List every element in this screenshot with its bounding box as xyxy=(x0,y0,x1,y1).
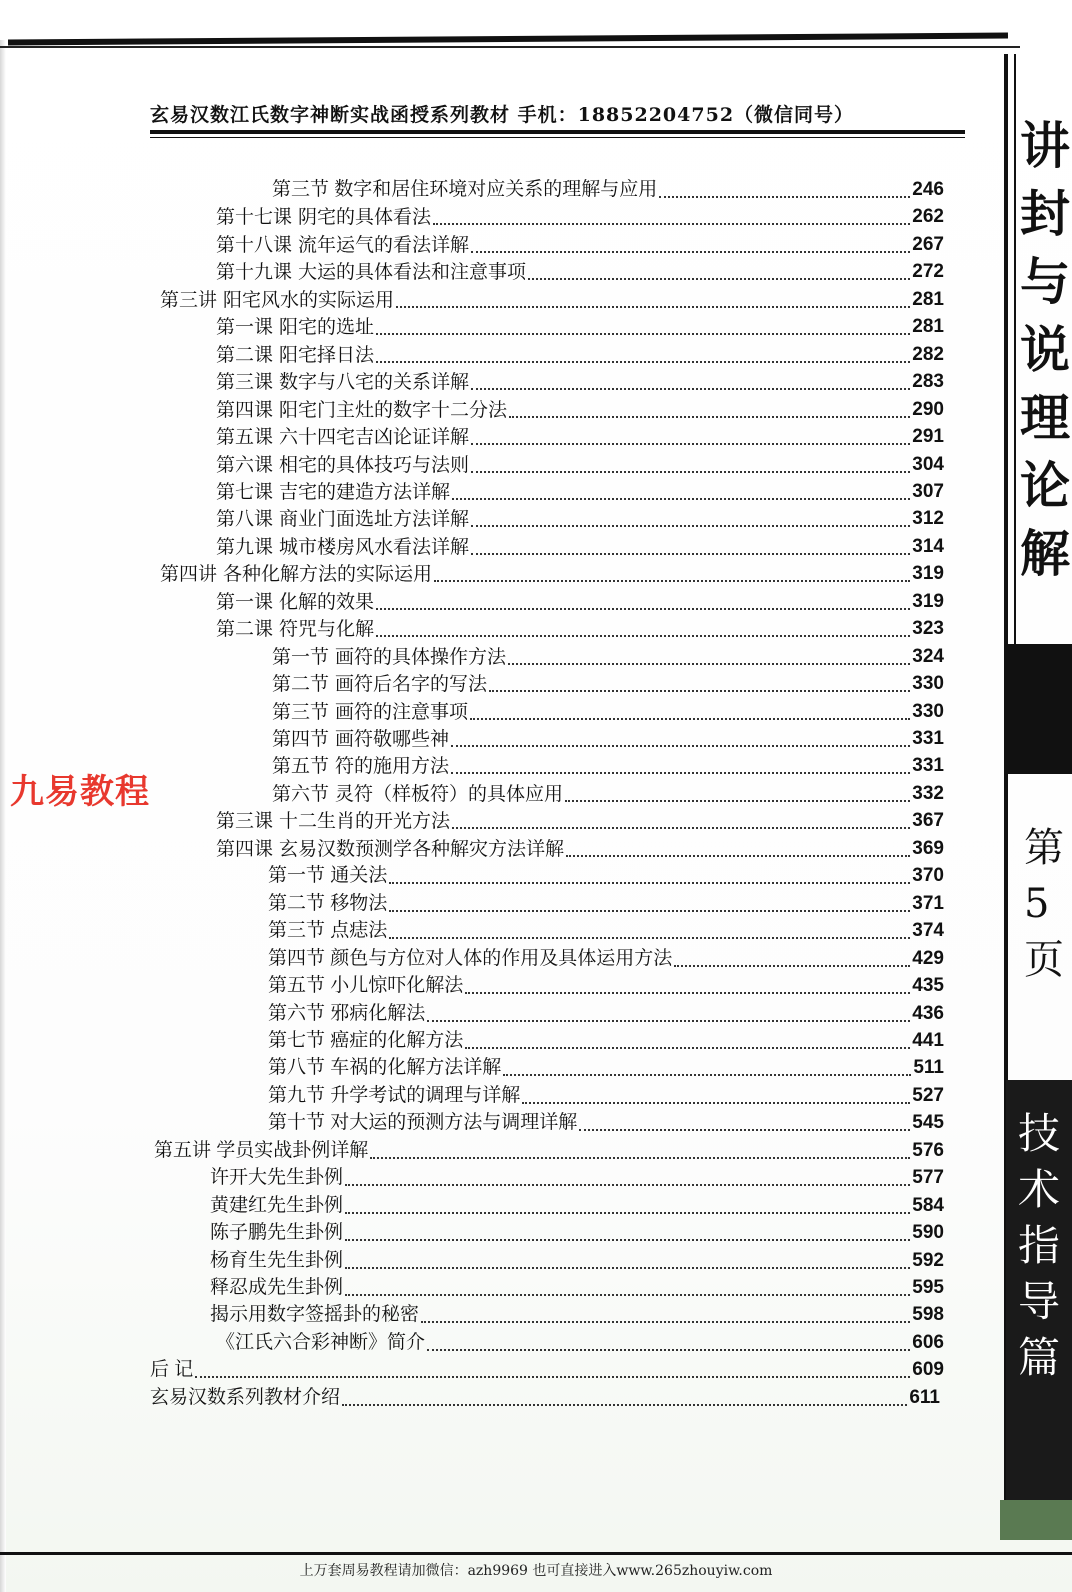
toc-leader-dots xyxy=(345,1164,910,1186)
toc-entry-page: 435 xyxy=(912,975,944,996)
toc-entry-title: 第五课 六十四宅吉凶论证详解 xyxy=(216,426,470,448)
toc-leader-dots xyxy=(389,917,910,939)
toc-entry-title: 第十七课 阴宅的具体看法 xyxy=(216,206,432,228)
toc-entry-page: 319 xyxy=(912,591,944,612)
toc-entry-title: 第八节 车祸的化解方法详解 xyxy=(268,1057,502,1078)
toc-entry-title: 第三课 数字与八宅的关系详解 xyxy=(216,371,470,393)
toc-entry-title: 第八课 商业门面选址方法详解 xyxy=(216,508,470,530)
cover-strip-char: 页 xyxy=(1024,937,1064,983)
toc-leader-dots xyxy=(674,945,910,967)
toc-entry-title: 第六课 相宅的具体技巧与法则 xyxy=(216,454,470,476)
toc-entry xyxy=(268,1082,944,1108)
running-header: 玄易汉数江氏数字神断实战函授系列教材 手机：18852204752（微信同号） xyxy=(150,104,855,126)
toc-entry-page: 527 xyxy=(912,1085,944,1106)
toc-entry-page: 595 xyxy=(912,1277,944,1298)
cover-strip-char: 篇 xyxy=(1018,1333,1061,1382)
toc-entry-page: 584 xyxy=(912,1195,944,1216)
toc-entry xyxy=(216,588,944,614)
toc-leader-dots xyxy=(452,807,910,829)
toc-entry-title: 第二节 画符后名字的写法 xyxy=(272,673,488,695)
toc-entry-page: 324 xyxy=(912,646,944,667)
toc-entry-page: 592 xyxy=(912,1250,944,1271)
toc-entry-title: 第四讲 各种化解方法的实际运用 xyxy=(160,563,433,585)
toc-entry xyxy=(268,890,944,916)
toc-entry xyxy=(216,505,944,531)
toc-entry xyxy=(216,313,944,339)
toc-leader-dots xyxy=(565,780,910,802)
toc-entry-page: 436 xyxy=(912,1003,944,1024)
top-rule xyxy=(8,33,1008,46)
toc-entry-title: 第五节 小儿惊吓化解法 xyxy=(268,975,464,996)
toc-entry-title: 第十九课 大运的具体看法和注意事项 xyxy=(216,261,527,283)
toc-entry-page: 283 xyxy=(912,371,944,392)
toc-entry xyxy=(216,368,944,394)
toc-leader-dots xyxy=(471,231,910,253)
cover-strip-frame-inner xyxy=(1014,54,1016,644)
toc-entry xyxy=(272,670,944,696)
top-rule-thin xyxy=(0,46,1020,48)
toc-entry-title: 第七节 癌症的化解方法 xyxy=(268,1030,464,1051)
toc-leader-dots xyxy=(345,1219,910,1241)
cover-strip-char: 第 xyxy=(1024,825,1064,871)
page-left-edge xyxy=(0,40,6,1592)
toc-leader-dots xyxy=(396,286,910,308)
toc-leader-dots xyxy=(465,972,910,994)
toc-entry-page: 282 xyxy=(912,344,944,365)
toc-entry-page: 576 xyxy=(912,1140,944,1161)
toc-entry-title: 《江氏六合彩神断》简介 xyxy=(216,1332,426,1353)
toc-entry xyxy=(150,1384,940,1410)
toc-entry-page: 371 xyxy=(912,893,944,914)
cover-strip-char: 术 xyxy=(1018,1165,1061,1214)
toc-entry xyxy=(268,972,944,998)
toc-leader-dots xyxy=(389,862,910,884)
toc-entry-page: 307 xyxy=(912,481,944,502)
cover-strip-bottom-text xyxy=(1018,1106,1072,1386)
toc-entry xyxy=(268,1000,944,1026)
toc-leader-dots xyxy=(370,1137,910,1159)
toc-entry-title: 第四节 画符敬哪些神 xyxy=(272,728,450,750)
cover-strip-char: 解 xyxy=(1020,524,1070,583)
cover-strip-green-band xyxy=(1000,1500,1072,1540)
toc-leader-dots xyxy=(659,176,910,198)
toc-entry-page: 369 xyxy=(912,838,944,859)
toc-entry xyxy=(216,478,944,504)
toc-entry xyxy=(150,1356,944,1382)
toc-entry-title: 玄易汉数系列教材介绍 xyxy=(150,1387,341,1408)
toc-entry xyxy=(272,176,944,202)
toc-entry-page: 577 xyxy=(912,1167,944,1188)
toc-entry-title: 第三节 点痣法 xyxy=(268,920,388,941)
toc-leader-dots xyxy=(345,1274,910,1296)
cover-strip-char: 讲 xyxy=(1020,116,1070,175)
toc-entry-page: 281 xyxy=(912,289,944,310)
cover-strip-char: 说 xyxy=(1020,320,1070,379)
toc-entry xyxy=(272,698,944,724)
toc-entry xyxy=(210,1274,944,1300)
toc-entry-title: 第九课 城市楼房风水看法详解 xyxy=(216,536,470,558)
toc-entry xyxy=(216,423,944,449)
toc-entry-page: 611 xyxy=(909,1387,940,1408)
toc-entry-page: 545 xyxy=(912,1112,944,1133)
toc-entry-title: 第十节 对大运的预测方法与调理详解 xyxy=(268,1112,578,1133)
toc-entry-page: 331 xyxy=(912,755,944,776)
toc-entry-page: 609 xyxy=(912,1359,944,1380)
toc-entry-title: 第六节 邪病化解法 xyxy=(268,1003,426,1024)
cover-strip-char: 与 xyxy=(1020,252,1070,311)
toc-entry-page: 429 xyxy=(912,948,944,969)
toc-entry-title: 第二课 阳宅择日法 xyxy=(216,344,375,366)
toc-entry-page: 590 xyxy=(912,1222,944,1243)
footer-text: 上万套周易教程请加微信：azh9969 也可直接进入www.265zhouyiw.com xyxy=(299,1563,773,1579)
toc-leader-dots xyxy=(528,258,910,280)
toc-leader-dots xyxy=(465,1027,910,1049)
toc-entry xyxy=(216,396,944,422)
toc-leader-dots xyxy=(579,1109,910,1131)
toc-entry-title: 许开大先生卦例 xyxy=(210,1167,344,1188)
toc-entry-page: 272 xyxy=(912,261,944,282)
toc-leader-dots xyxy=(345,1247,910,1269)
toc-entry xyxy=(272,643,944,669)
toc-entry xyxy=(210,1301,944,1327)
toc-leader-dots xyxy=(451,725,910,747)
toc-entry xyxy=(160,286,944,312)
toc-leader-dots xyxy=(451,752,910,774)
toc-entry-page: 304 xyxy=(912,454,944,475)
toc-entry xyxy=(216,341,944,367)
toc-leader-dots xyxy=(471,423,910,445)
toc-entry-title: 黄建红先生卦例 xyxy=(210,1195,344,1216)
toc-entry-title: 第十八课 流年运气的看法详解 xyxy=(216,234,470,256)
toc-leader-dots xyxy=(427,1000,910,1022)
cover-strip-char: 论 xyxy=(1020,456,1070,515)
cover-strip-char: 导 xyxy=(1018,1277,1061,1326)
toc-entry xyxy=(216,807,944,833)
toc-entry-title: 第三节 数字和居住环境对应关系的理解与应用 xyxy=(272,179,658,200)
cover-strip-char: 技 xyxy=(1018,1109,1061,1158)
toc-entry-page: 511 xyxy=(913,1057,944,1078)
toc-entry-title: 第三节 画符的注意事项 xyxy=(272,701,469,723)
cover-strip-char: 理 xyxy=(1020,388,1070,447)
toc-entry xyxy=(154,1137,944,1163)
toc-entry-page: 281 xyxy=(912,316,944,337)
toc-entry-page: 374 xyxy=(912,920,944,941)
toc-entry xyxy=(268,1027,944,1053)
toc-entry-title: 第二课 符咒与化解 xyxy=(216,618,375,640)
cover-strip-char: 封 xyxy=(1020,184,1070,243)
toc-entry xyxy=(216,258,944,284)
toc-entry-title: 第六节 灵符（样板符）的具体应用 xyxy=(272,783,564,805)
toc-entry xyxy=(210,1247,944,1273)
toc-entry-title: 第二节 移物法 xyxy=(268,893,388,914)
toc-entry xyxy=(272,780,944,806)
toc-leader-dots xyxy=(389,890,910,912)
toc-entry-title: 第一课 化解的效果 xyxy=(216,591,375,613)
toc-entry-title: 释忍成先生卦例 xyxy=(210,1277,344,1298)
toc-leader-dots xyxy=(433,203,910,225)
toc-entry xyxy=(268,1109,944,1135)
toc-entry xyxy=(268,1054,944,1080)
toc-entry-page: 312 xyxy=(912,508,944,529)
toc-entry-page: 330 xyxy=(912,701,944,722)
footer-rule xyxy=(0,1552,1072,1555)
toc-leader-dots xyxy=(566,835,910,857)
toc-entry-title: 第七课 吉宅的建造方法详解 xyxy=(216,481,451,503)
toc-leader-dots xyxy=(345,1192,910,1214)
toc-entry-page: 331 xyxy=(912,728,944,749)
toc-entry-title: 第一课 阳宅的选址 xyxy=(216,316,375,338)
toc-entry xyxy=(216,1329,944,1355)
toc-entry-page: 262 xyxy=(912,206,944,227)
toc-leader-dots xyxy=(471,533,910,555)
toc-entry-title: 第五讲 学员实战卦例详解 xyxy=(154,1140,369,1161)
toc-entry-title: 杨育生先生卦例 xyxy=(210,1250,344,1271)
toc-entry xyxy=(272,752,944,778)
toc-leader-dots xyxy=(508,643,910,665)
toc-entry-title: 陈子鹏先生卦例 xyxy=(210,1222,344,1243)
toc-leader-dots xyxy=(342,1384,907,1406)
toc-leader-dots xyxy=(434,560,910,582)
header-rule-thin xyxy=(150,137,965,138)
toc-entry xyxy=(216,835,944,861)
toc-entry xyxy=(216,203,944,229)
toc-entry-title: 第一节 画符的具体操作方法 xyxy=(272,646,507,668)
toc-entry xyxy=(216,533,944,559)
toc-entry xyxy=(268,862,944,888)
toc-leader-dots xyxy=(471,368,910,390)
toc-entry xyxy=(216,615,944,641)
toc-entry-page: 314 xyxy=(912,536,944,557)
toc-entry-title: 第九节 升学考试的调理与详解 xyxy=(268,1085,521,1106)
toc-entry-page: 323 xyxy=(912,618,944,639)
watermark: 九易教程 xyxy=(10,772,150,812)
toc-entry-title: 第四课 阳宅门主灶的数字十二分法 xyxy=(216,399,508,421)
toc-entry-title: 第四节 颜色与方位对人体的作用及具体运用方法 xyxy=(268,948,673,969)
cover-strip-top-text xyxy=(1020,112,1072,588)
toc-entry-page: 332 xyxy=(912,783,944,804)
toc-leader-dots xyxy=(522,1082,910,1104)
toc-entry xyxy=(272,725,944,751)
toc-entry xyxy=(160,560,944,586)
toc-entry-title: 第四课 玄易汉数预测学各种解灾方法详解 xyxy=(216,838,565,860)
toc-leader-dots xyxy=(376,588,910,610)
toc-entry xyxy=(210,1164,944,1190)
toc-leader-dots xyxy=(376,615,910,637)
toc-leader-dots xyxy=(195,1356,910,1378)
toc-leader-dots xyxy=(471,451,910,473)
toc-leader-dots xyxy=(489,670,910,692)
toc-entry xyxy=(268,917,944,943)
toc-entry-page: 330 xyxy=(912,673,944,694)
toc-leader-dots xyxy=(427,1329,910,1351)
toc-entry-page: 370 xyxy=(912,865,944,886)
toc-leader-dots xyxy=(452,478,910,500)
toc-entry-title: 后 记 xyxy=(150,1359,194,1380)
toc-entry-title: 揭示用数字签摇卦的秘密 xyxy=(210,1304,420,1325)
toc-entry xyxy=(210,1192,944,1218)
toc-entry-page: 319 xyxy=(912,563,944,584)
toc-entry-page: 291 xyxy=(912,426,944,447)
toc-leader-dots xyxy=(503,1054,911,1076)
toc-entry xyxy=(216,231,944,257)
toc-leader-dots xyxy=(376,341,910,363)
toc-leader-dots xyxy=(471,505,910,527)
cover-strip-char: 5 xyxy=(1024,881,1050,927)
toc-leader-dots xyxy=(509,396,910,418)
cover-strip-dark-band xyxy=(1006,644,1072,774)
toc-entry-page: 246 xyxy=(912,179,944,200)
toc-entry-page: 598 xyxy=(912,1304,944,1325)
toc-leader-dots xyxy=(470,698,910,720)
toc-entry-page: 267 xyxy=(912,234,944,255)
toc-leader-dots xyxy=(376,313,910,335)
toc-entry-page: 606 xyxy=(912,1332,944,1353)
toc-entry-title: 第三课 十二生肖的开光方法 xyxy=(216,810,451,832)
toc-entry-title: 第五节 符的施用方法 xyxy=(272,755,450,777)
toc-entry-title: 第三讲 阳宅风水的实际运用 xyxy=(160,289,395,311)
toc-entry-page: 441 xyxy=(912,1030,944,1051)
header-rule xyxy=(150,130,965,134)
toc-entry-page: 290 xyxy=(912,399,944,420)
cover-strip-char: 指 xyxy=(1018,1221,1061,1270)
toc-entry xyxy=(210,1219,944,1245)
toc-entry-title: 第一节 通关法 xyxy=(268,865,388,886)
toc-entry xyxy=(268,945,944,971)
cover-strip-mid-text xyxy=(1024,820,1072,988)
toc-leader-dots xyxy=(421,1301,910,1323)
toc-entry xyxy=(216,451,944,477)
toc-entry-page: 367 xyxy=(912,810,944,831)
